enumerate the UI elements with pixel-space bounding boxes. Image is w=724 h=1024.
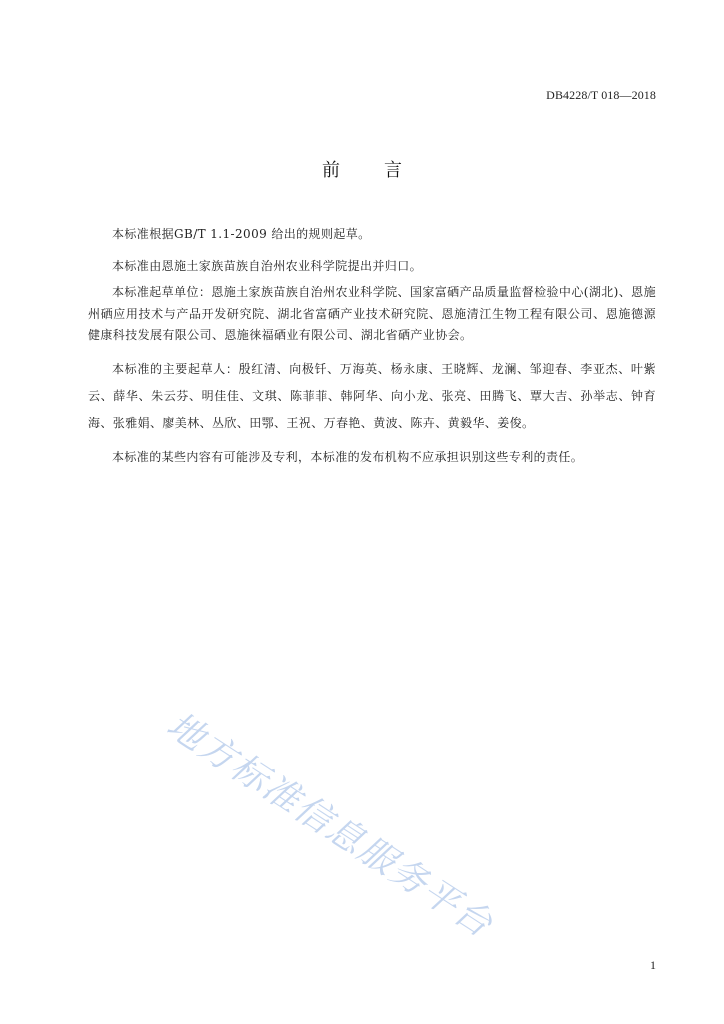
page-title: 前言 [322, 160, 446, 181]
page-number: 1 [650, 958, 656, 972]
paragraph-patent-notice: 本标准的某些内容有可能涉及专利，本标准的发布机构不应承担识别这些专利的责任。 [112, 449, 584, 464]
paragraph-proposer: 本标准由恩施土家族苗族自治州农业科学院提出并归口。 [112, 259, 423, 273]
document-body [88, 224, 656, 467]
watermark: 地方标准信息服务平台 [159, 704, 501, 947]
paragraph-drafters: 本标准的主要起草人：殷红清、向极钎、万海英、杨永康、王晓辉、龙澜、邹迎春、李亚杰、叶紫云、薛华、朱云芬、明佳佳、文琪、陈菲菲、韩阿华、向小龙、张亮、田腾飞、覃大吉、孙举志、钟育海、张雅娟、廖美林、丛欣、田鄂、王祝、万春艳、黄波、陈卉、黄毅华、姜俊。 [88, 361, 656, 430]
paragraph-drafting-rules: 本标准根据GB/T 1.1-2009 给出的规则起草。 [112, 227, 371, 241]
paragraph-drafting-units: 本标准起草单位：恩施土家族苗族自治州农业科学院、国家富硒产品质量监督检验中心(湖北)、恩施州硒应用技术与产品开发研究院、湖北省富硒产业技术研究院、恩施清江生物工程有限公司、恩施德源健康科技发展有限公司、恩施徕福硒业有限公司、湖北省硒产业协会。 [88, 285, 656, 342]
document-code: DB4228/T 018—2018 [546, 88, 656, 102]
